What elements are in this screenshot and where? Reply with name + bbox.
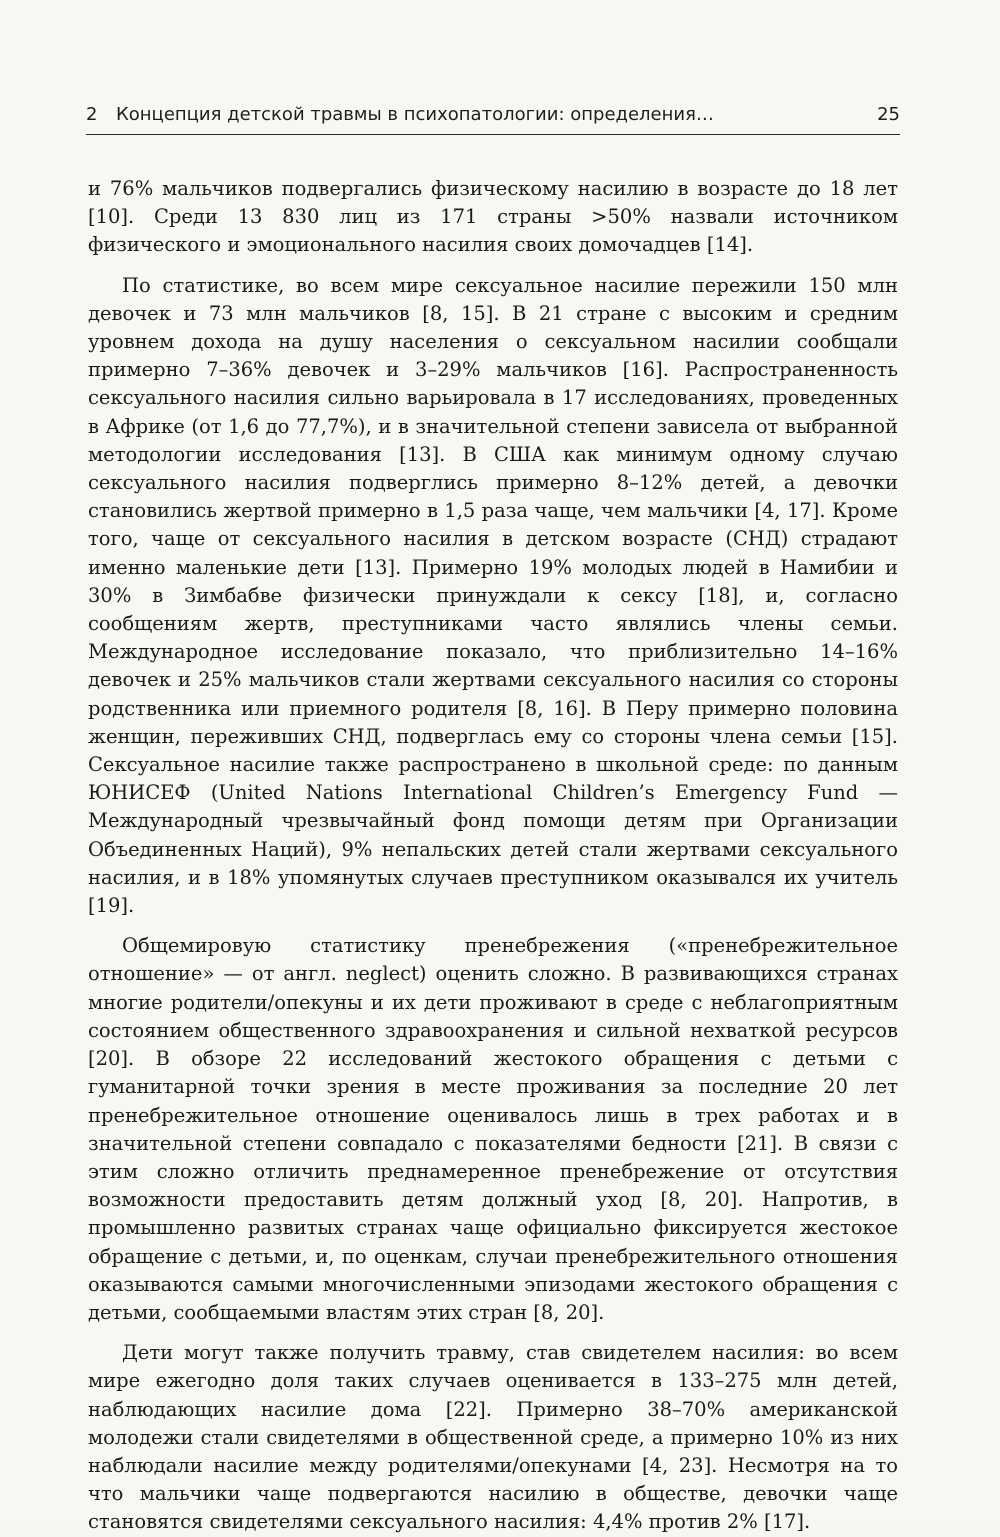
paragraph-sexual-abuse-statistics: По статистике, во всем мире сексуальное насилие пережили 150 млн девочек и 73 млн мальчиков [8, 15]. В 21 стране с высоким и средним уровнем дохода на душу населения о сексуальном насилии сообщали примерно 7–36% девочек и 3–29% мальчиков [16]. Распространенность сексуального насилия сильно варьировала в 17 исследованиях, проведенных в Африке (от 1,6 до 77,7%), и в значительной степени зависела от выбранной методологии исследования [13]. В США как минимум одному случаю сексуального насилия подверглись примерно 8–12% детей, а девочки становились жертвой примерно в 1,5 раза чаще, чем мальчики [4, 17]. Кроме того, чаще от сексуального насилия в детском возрасте (СНД) страдают именно маленькие дети [13]. Примерно 19% молодых людей в Намибии и 30% в Зимбабве физически принуждали к сексу [18], и, согласно сообщениям жертв, преступниками часто являлись члены семьи. Международное исследование показало, что приблизительно 14–16% девочек и 25% мальчиков стали жертвами сексуального насилия со стороны родственника или приемного родителя [8, 16]. В Перу примерно половина женщин, переживших СНД, подверглась ему со стороны члена семьи [15]. Сексуальное насилие также распространено в школьной среде: по данным ЮНИСЕФ (United Nations International Children’s Emergency Fund — Международный чрезвычайный фонд помощи детям при Организации Объединенных Наций), 9% непальских детей стали жертвами сексуального насилия, и в 18% упомянутых случаев преступником оказывался их учитель [19]. (88, 273, 898, 918)
body-text (88, 175, 898, 1537)
paragraph-witnessing-violence: Дети могут также получить травму, став свидетелем насилия: во всем мире ежегодно доля таких случаев оценивается в 133–275 млн детей, наблюдающих насилие дома [22]. Примерно 38–70% американской молодежи стали свидетелями в общественной среде, а примерно 10% из них наблюдали насилие между родителями/опекунами [4, 23]. Несмотря на то что мальчики чаще подвергаются насилию в обществе, девочки чаще становятся свидетелями сексуального насилия: 4,4% против 2% [17]. (88, 1341, 898, 1534)
header-divider (86, 134, 900, 135)
paragraph-neglect-statistics: Общемировую статистику пренебрежения («пренебрежительное отношение» — от англ. neglect) оценить сложно. В развивающихся странах многие родители/опекуны и их дети проживают в среде с неблагоприятным состоянием общественного здравоохранения и сильной нехваткой ресурсов [20]. В обзоре 22 исследований жестокого обращения с детьми с гуманитарной точки зрения в месте проживания за последние 20 лет пренебрежительное отношение оценивалось лишь в трех работах и в значительной степени совпадало с показателями бедности [21]. В связи с этим сложно отличить преднамеренное пренебрежение от отсутствия возможности предоставить детям должный уход [8, 20]. Напротив, в промышленно развитых странах чаще официально фиксируется жестокое обращение с детьми, и, по оценкам, случаи пренебрежительного отношения оказываются самыми многочисленными эпизодами жестокого обращения с детьми, сообщаемыми властям этих стран [8, 20]. (88, 934, 898, 1324)
page-number: 25 (877, 104, 900, 125)
running-header (86, 104, 900, 134)
chapter-title: Концепция детской травмы в психопатологии: определения… (116, 104, 714, 125)
paragraph-continuation: и 76% мальчиков подвергались физическому насилию в возрасте до 18 лет [10]. Среди 13 830 лиц из 171 страны >50% назвали источником физического и эмоционального насилия своих домочадцев [14]. (88, 177, 898, 257)
chapter-number: 2 (86, 104, 98, 125)
